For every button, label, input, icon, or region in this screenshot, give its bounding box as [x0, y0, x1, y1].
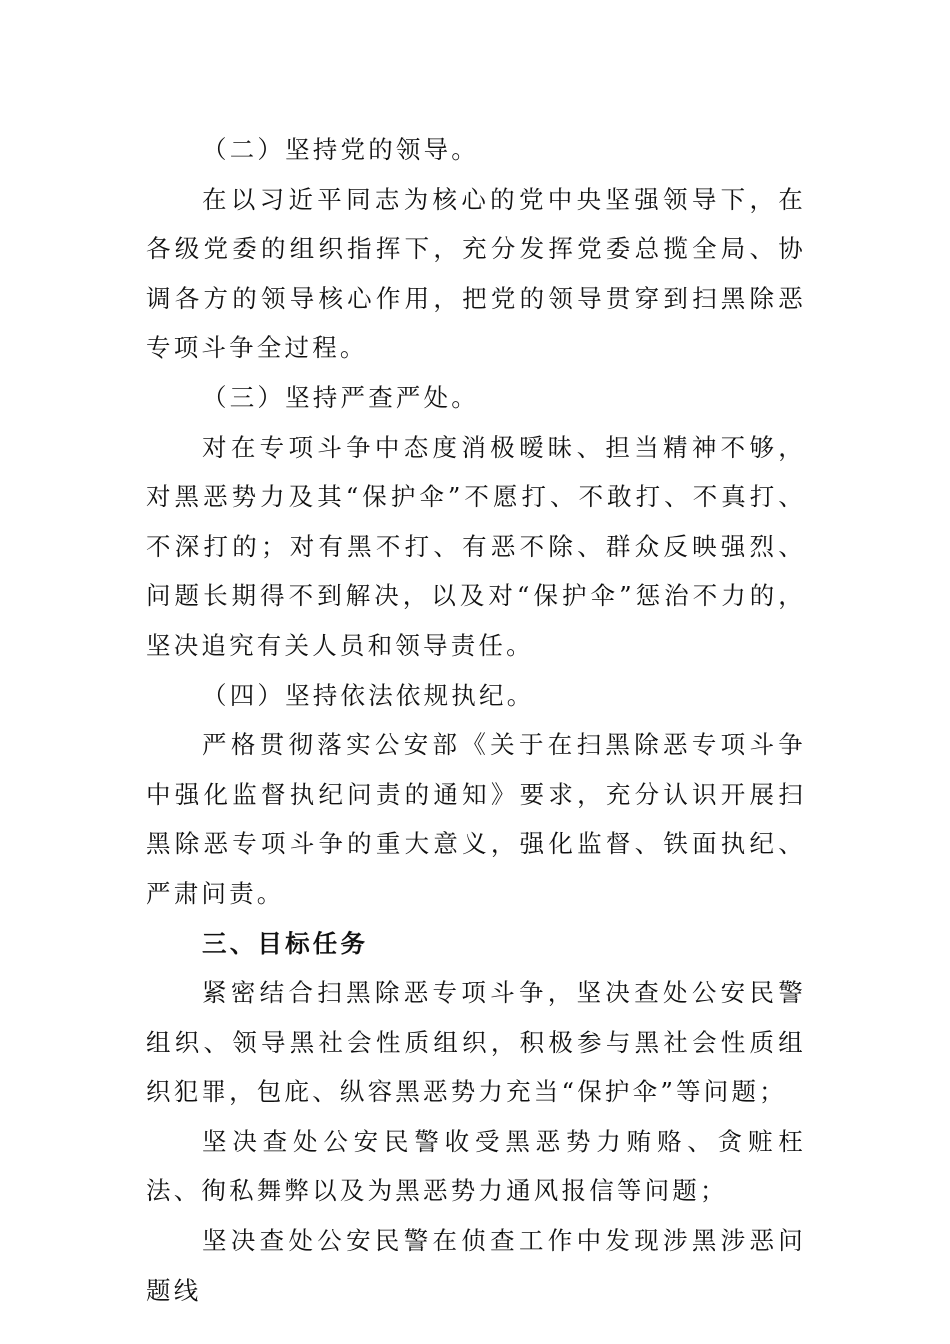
paragraph-strict-investigation: 对在专项斗争中态度消极暧昧、担当精神不够，对黑恶势力及其“保护伞”不愿打、不敢打、不真打、不深打的；对有黑不打、有恶不除、群众反映强烈、问题长期得不到解决，以及对“保护伞”惩治不力的，坚决追究有关人员和领导责任。 — [146, 432, 806, 660]
paragraph-goal-3: 坚决查处公安民警在侦查工作中发现涉黑涉恶问题线 — [146, 1226, 806, 1305]
subheading-four: （四）坚持依法依规执纪。 — [202, 680, 535, 710]
paragraph-goal-2: 坚决查处公安民警收受黑恶势力贿赂、贪赃枉法、徇私舞弊以及为黑恶势力通风报信等问题； — [146, 1126, 806, 1206]
paragraph-discipline: 严格贯彻落实公安部《关于在扫黑除恶专项斗争中强化监督执纪问责的通知》要求，充分认识开展扫黑除恶专项斗争的重大意义，强化监督、铁面执纪、严肃问责。 — [146, 730, 806, 908]
document-body — [146, 125, 806, 1315]
paragraph-goal-1: 紧密结合扫黑除恶专项斗争，坚决查处公安民警组织、领导黑社会性质组织，积极参与黑社会性质组织犯罪，包庇、纵容黑恶势力充当“保护伞”等问题； — [146, 978, 806, 1107]
section-heading-goals: 三、目标任务 — [202, 928, 369, 958]
subheading-three: （三）坚持严查严处。 — [202, 382, 479, 412]
paragraph-party-leadership: 在以习近平同志为核心的党中央坚强领导下，在各级党委的组织指挥下，充分发挥党委总揽全局、协调各方的领导核心作用，把党的领导贯穿到扫黑除恶专项斗争全过程。 — [146, 184, 806, 363]
subheading-two: （二）坚持党的领导。 — [202, 135, 479, 164]
